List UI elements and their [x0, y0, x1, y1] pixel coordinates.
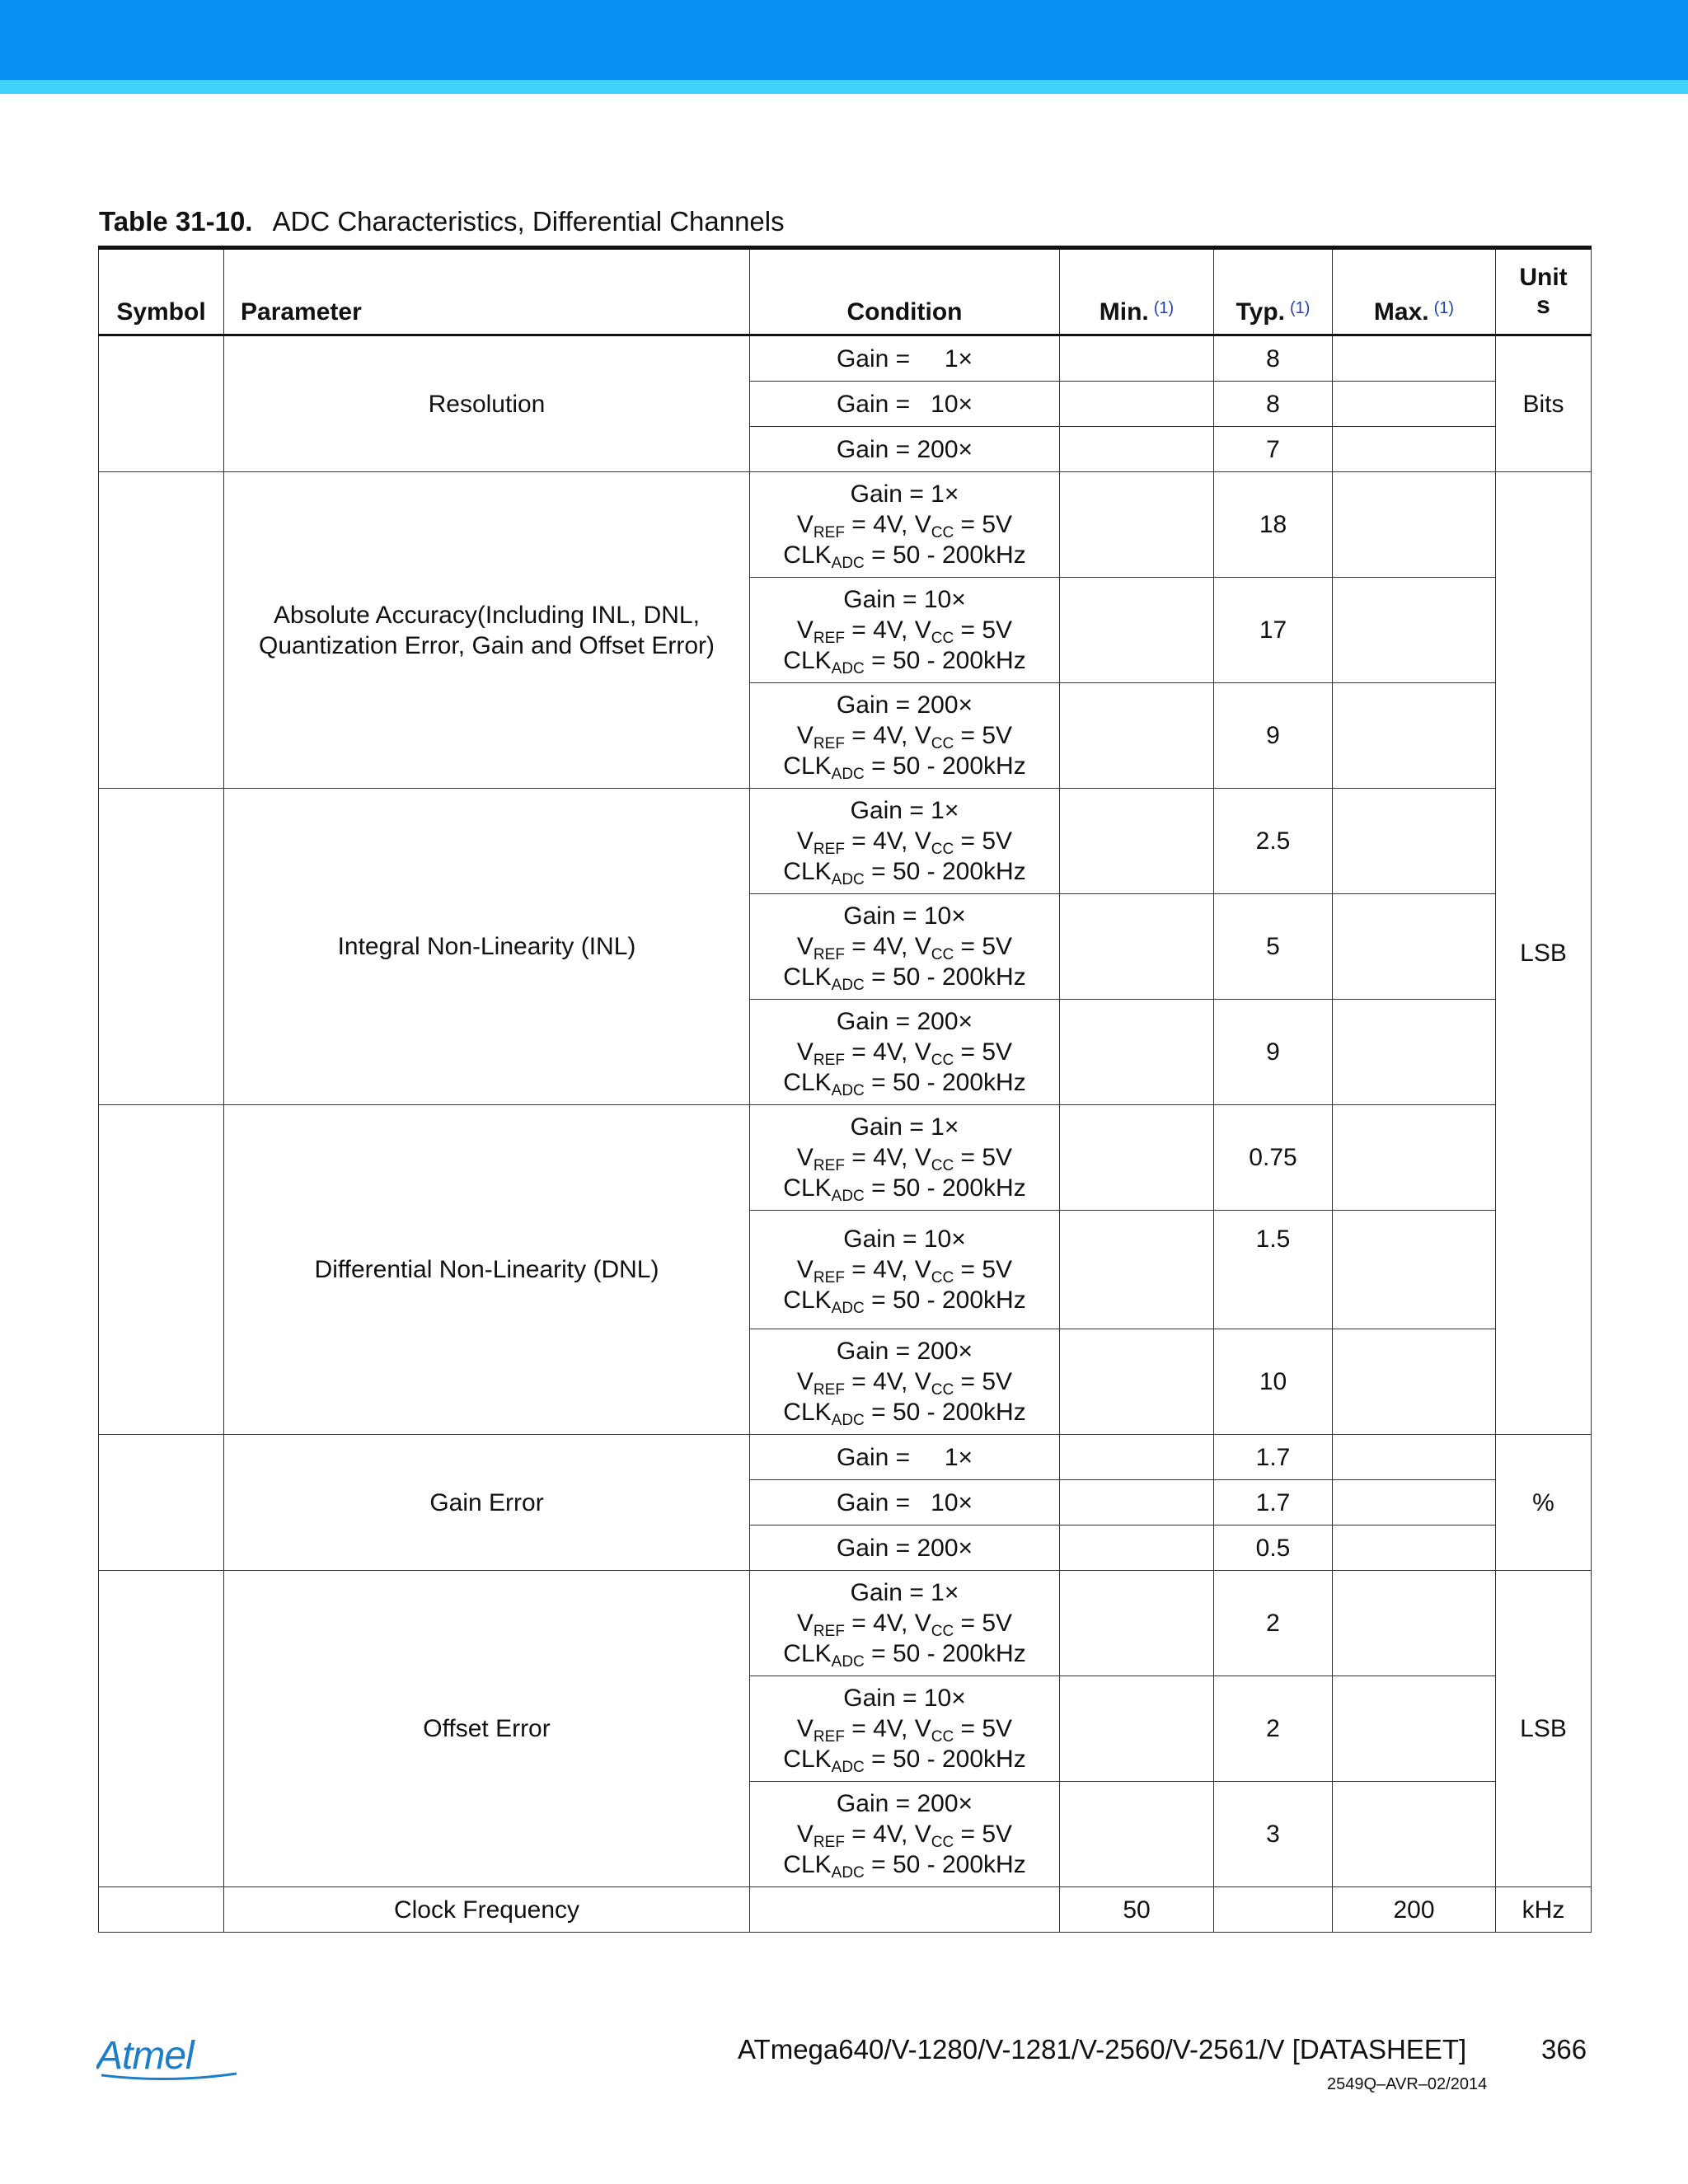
typ-cell: 10 [1214, 1329, 1333, 1435]
min-cell [1060, 578, 1214, 683]
typ-cell: 1.5 [1214, 1211, 1333, 1329]
footnote-ref: (1) [1153, 299, 1175, 317]
symbol-cell [99, 335, 224, 472]
typ-cell: 2 [1214, 1571, 1333, 1676]
max-cell [1333, 1571, 1496, 1676]
condition-cell: Gain = 1× $V_{REF} = 4V$, $V_{CC} = 5V$ $CLK_{ADC} = 50 - 200kHz$ [750, 472, 1060, 578]
min-cell [1060, 1000, 1214, 1105]
condition-cell: Gain = 1× $V_{REF} = 4V$, $V_{CC} = 5V$ $CLK_{ADC} = 50 - 200kHz$ [750, 789, 1060, 894]
parameter-absolute-accuracy [224, 472, 750, 789]
min-cell [1060, 1329, 1214, 1435]
symbol-cell [99, 1887, 224, 1933]
max-cell [1333, 427, 1496, 472]
min-cell [1060, 1782, 1214, 1887]
typ-cell: 3 [1214, 1782, 1333, 1887]
condition-cell [750, 1887, 1060, 1933]
parameter-inl: Integral Non-Linearity (INL) [224, 789, 750, 1105]
condition-cell: Gain = 200× $V_{REF} = 4V$, $V_{CC} = 5V$ $CLK_{ADC} = 50 - 200kHz$ [750, 1329, 1060, 1435]
unit-lsb: LSB [1496, 1571, 1592, 1887]
parameter-offset-error: Offset Error [224, 1571, 750, 1887]
min-cell [1060, 427, 1214, 472]
min-cell [1060, 1676, 1214, 1782]
max-cell [1333, 683, 1496, 789]
symbol-cell [99, 472, 224, 789]
condition-cell: Gain = 10× $V_{REF} = 4V$, $V_{CC} = 5V$ $CLK_{ADC} = 50 - 200kHz$ [750, 1676, 1060, 1782]
max-cell [1333, 1329, 1496, 1435]
col-condition: Condition [750, 248, 1060, 335]
typ-cell [1214, 1887, 1333, 1933]
max-cell [1333, 789, 1496, 894]
min-cell [1060, 1526, 1214, 1571]
condition-cell: Gain = 10× $V_{REF} = 4V$, $V_{CC} = 5V$ $CLK_{ADC} = 50 - 200kHz$ [750, 578, 1060, 683]
condition-cell: Gain = 10× $V_{REF} = 4V$, $V_{CC} = 5V$ $CLK_{ADC} = 50 - 200kHz$ [750, 894, 1060, 1000]
max-cell [1333, 1480, 1496, 1526]
max-cell [1333, 894, 1496, 1000]
typ-cell: 8 [1214, 335, 1333, 382]
col-typ-label: Typ. [1236, 298, 1285, 326]
col-symbol: Symbol [99, 248, 224, 335]
parameter-dnl: Differential Non-Linearity (DNL) [224, 1105, 750, 1435]
typ-cell: 5 [1214, 894, 1333, 1000]
min-cell [1060, 335, 1214, 382]
table-row [99, 1105, 1592, 1211]
typ-cell: 8 [1214, 382, 1333, 427]
col-min-label: Min. [1099, 298, 1149, 326]
min-cell [1060, 382, 1214, 427]
footnote-ref: (1) [1290, 299, 1311, 317]
parameter-line: Absolute Accuracy(Including INL, DNL, [274, 601, 700, 629]
table-row [99, 1887, 1592, 1933]
symbol-cell [99, 789, 224, 1105]
typ-cell: 1.7 [1214, 1435, 1333, 1480]
max-cell [1333, 382, 1496, 427]
typ-cell: 1.7 [1214, 1480, 1333, 1526]
condition-cell: Gain = 1× $V_{REF} = 4V$, $V_{CC} = 5V$ $CLK_{ADC} = 50 - 200kHz$ [750, 1571, 1060, 1676]
unit-khz: kHz [1496, 1887, 1592, 1933]
condition-cell: Gain = 200× $V_{REF} = 4V$, $V_{CC} = 5V$ $CLK_{ADC} = 50 - 200kHz$ [750, 1000, 1060, 1105]
min-cell [1060, 1480, 1214, 1526]
table-row [99, 1435, 1592, 1480]
parameter-resolution: Resolution [224, 335, 750, 472]
symbol-cell [99, 1105, 224, 1435]
max-cell [1333, 578, 1496, 683]
table-row [99, 789, 1592, 894]
unit-bits: Bits [1496, 335, 1592, 472]
symbol-cell [99, 1571, 224, 1887]
min-cell [1060, 472, 1214, 578]
typ-cell: 2.5 [1214, 789, 1333, 894]
min-cell [1060, 1105, 1214, 1211]
min-cell [1060, 683, 1214, 789]
adc-characteristics-table [98, 246, 1592, 1933]
parameter-gain-error: Gain Error [224, 1435, 750, 1571]
header-bar [0, 0, 1688, 80]
parameter-clock-frequency: Clock Frequency [224, 1887, 750, 1933]
max-cell [1333, 1676, 1496, 1782]
max-cell [1333, 1435, 1496, 1480]
max-cell [1333, 1526, 1496, 1571]
max-cell [1333, 1782, 1496, 1887]
col-units-line1: Unit [1519, 264, 1568, 291]
typ-cell: 17 [1214, 578, 1333, 683]
max-cell [1333, 1105, 1496, 1211]
max-cell: 200 [1333, 1887, 1496, 1933]
col-units-line2: s [1536, 292, 1550, 319]
condition-cell: Gain = 10× $V_{REF} = 4V$, $V_{CC} = 5V$ $CLK_{ADC} = 50 - 200kHz$ [750, 1211, 1060, 1329]
col-typ [1214, 248, 1333, 335]
typ-cell: 7 [1214, 427, 1333, 472]
condition-cell: Gain = 200× $V_{REF} = 4V$, $V_{CC} = 5V$ $CLK_{ADC} = 50 - 200kHz$ [750, 1782, 1060, 1887]
col-max [1333, 248, 1496, 335]
table-row [99, 472, 1592, 578]
condition-cell: Gain = 200× [750, 1526, 1060, 1571]
atmel-logo [96, 2032, 241, 2085]
typ-cell: 2 [1214, 1676, 1333, 1782]
typ-cell: 0.75 [1214, 1105, 1333, 1211]
max-cell [1333, 1211, 1496, 1329]
condition-cell: Gain = 200× $V_{REF} = 4V$, $V_{CC} = 5V$ $CLK_{ADC} = 50 - 200kHz$ [750, 683, 1060, 789]
table-number: Table 31-10. [99, 206, 253, 237]
typ-cell: 9 [1214, 1000, 1333, 1105]
condition-cell: Gain = 1× [750, 1435, 1060, 1480]
col-parameter: Parameter [224, 248, 750, 335]
table-title: ADC Characteristics, Differential Channels [272, 206, 785, 237]
min-cell [1060, 1571, 1214, 1676]
min-cell: 50 [1060, 1887, 1214, 1933]
condition-cell: Gain = 1× $V_{REF} = 4V$, $V_{CC} = 5V$ $CLK_{ADC} = 50 - 200kHz$ [750, 1105, 1060, 1211]
footnote-ref: (1) [1433, 299, 1455, 317]
condition-cell: Gain = 200× [750, 427, 1060, 472]
table-caption [99, 206, 785, 237]
document-code: 2549Q–AVR–02/2014 [1327, 2075, 1488, 2093]
max-cell [1333, 472, 1496, 578]
condition-cell: Gain = 10× [750, 382, 1060, 427]
unit-lsb: LSB [1496, 472, 1592, 1435]
min-cell [1060, 894, 1214, 1000]
page-number: 366 [1541, 2034, 1587, 2064]
logo-text: Atmel [96, 2034, 194, 2078]
col-max-label: Max. [1373, 298, 1429, 326]
condition-cell: Gain = 1× [750, 335, 1060, 382]
max-cell [1333, 1000, 1496, 1105]
footer-document-title: ATmega640/V-1280/V-1281/V-2560/V-2561/V [DATASHEET] [738, 2034, 1467, 2064]
table-row [99, 335, 1592, 382]
col-min [1060, 248, 1214, 335]
col-units [1496, 248, 1592, 335]
typ-cell: 0.5 [1214, 1526, 1333, 1571]
table-row [99, 1571, 1592, 1676]
parameter-line: Quantization Error, Gain and Offset Error) [258, 631, 715, 659]
min-cell [1060, 789, 1214, 894]
min-cell [1060, 1435, 1214, 1480]
unit-percent: % [1496, 1435, 1592, 1571]
min-cell [1060, 1211, 1214, 1329]
symbol-cell [99, 1435, 224, 1571]
typ-cell: 9 [1214, 683, 1333, 789]
header-row [99, 248, 1592, 335]
condition-cell: Gain = 10× [750, 1480, 1060, 1526]
typ-cell: 18 [1214, 472, 1333, 578]
header-accent-stripe [0, 80, 1688, 94]
max-cell [1333, 335, 1496, 382]
